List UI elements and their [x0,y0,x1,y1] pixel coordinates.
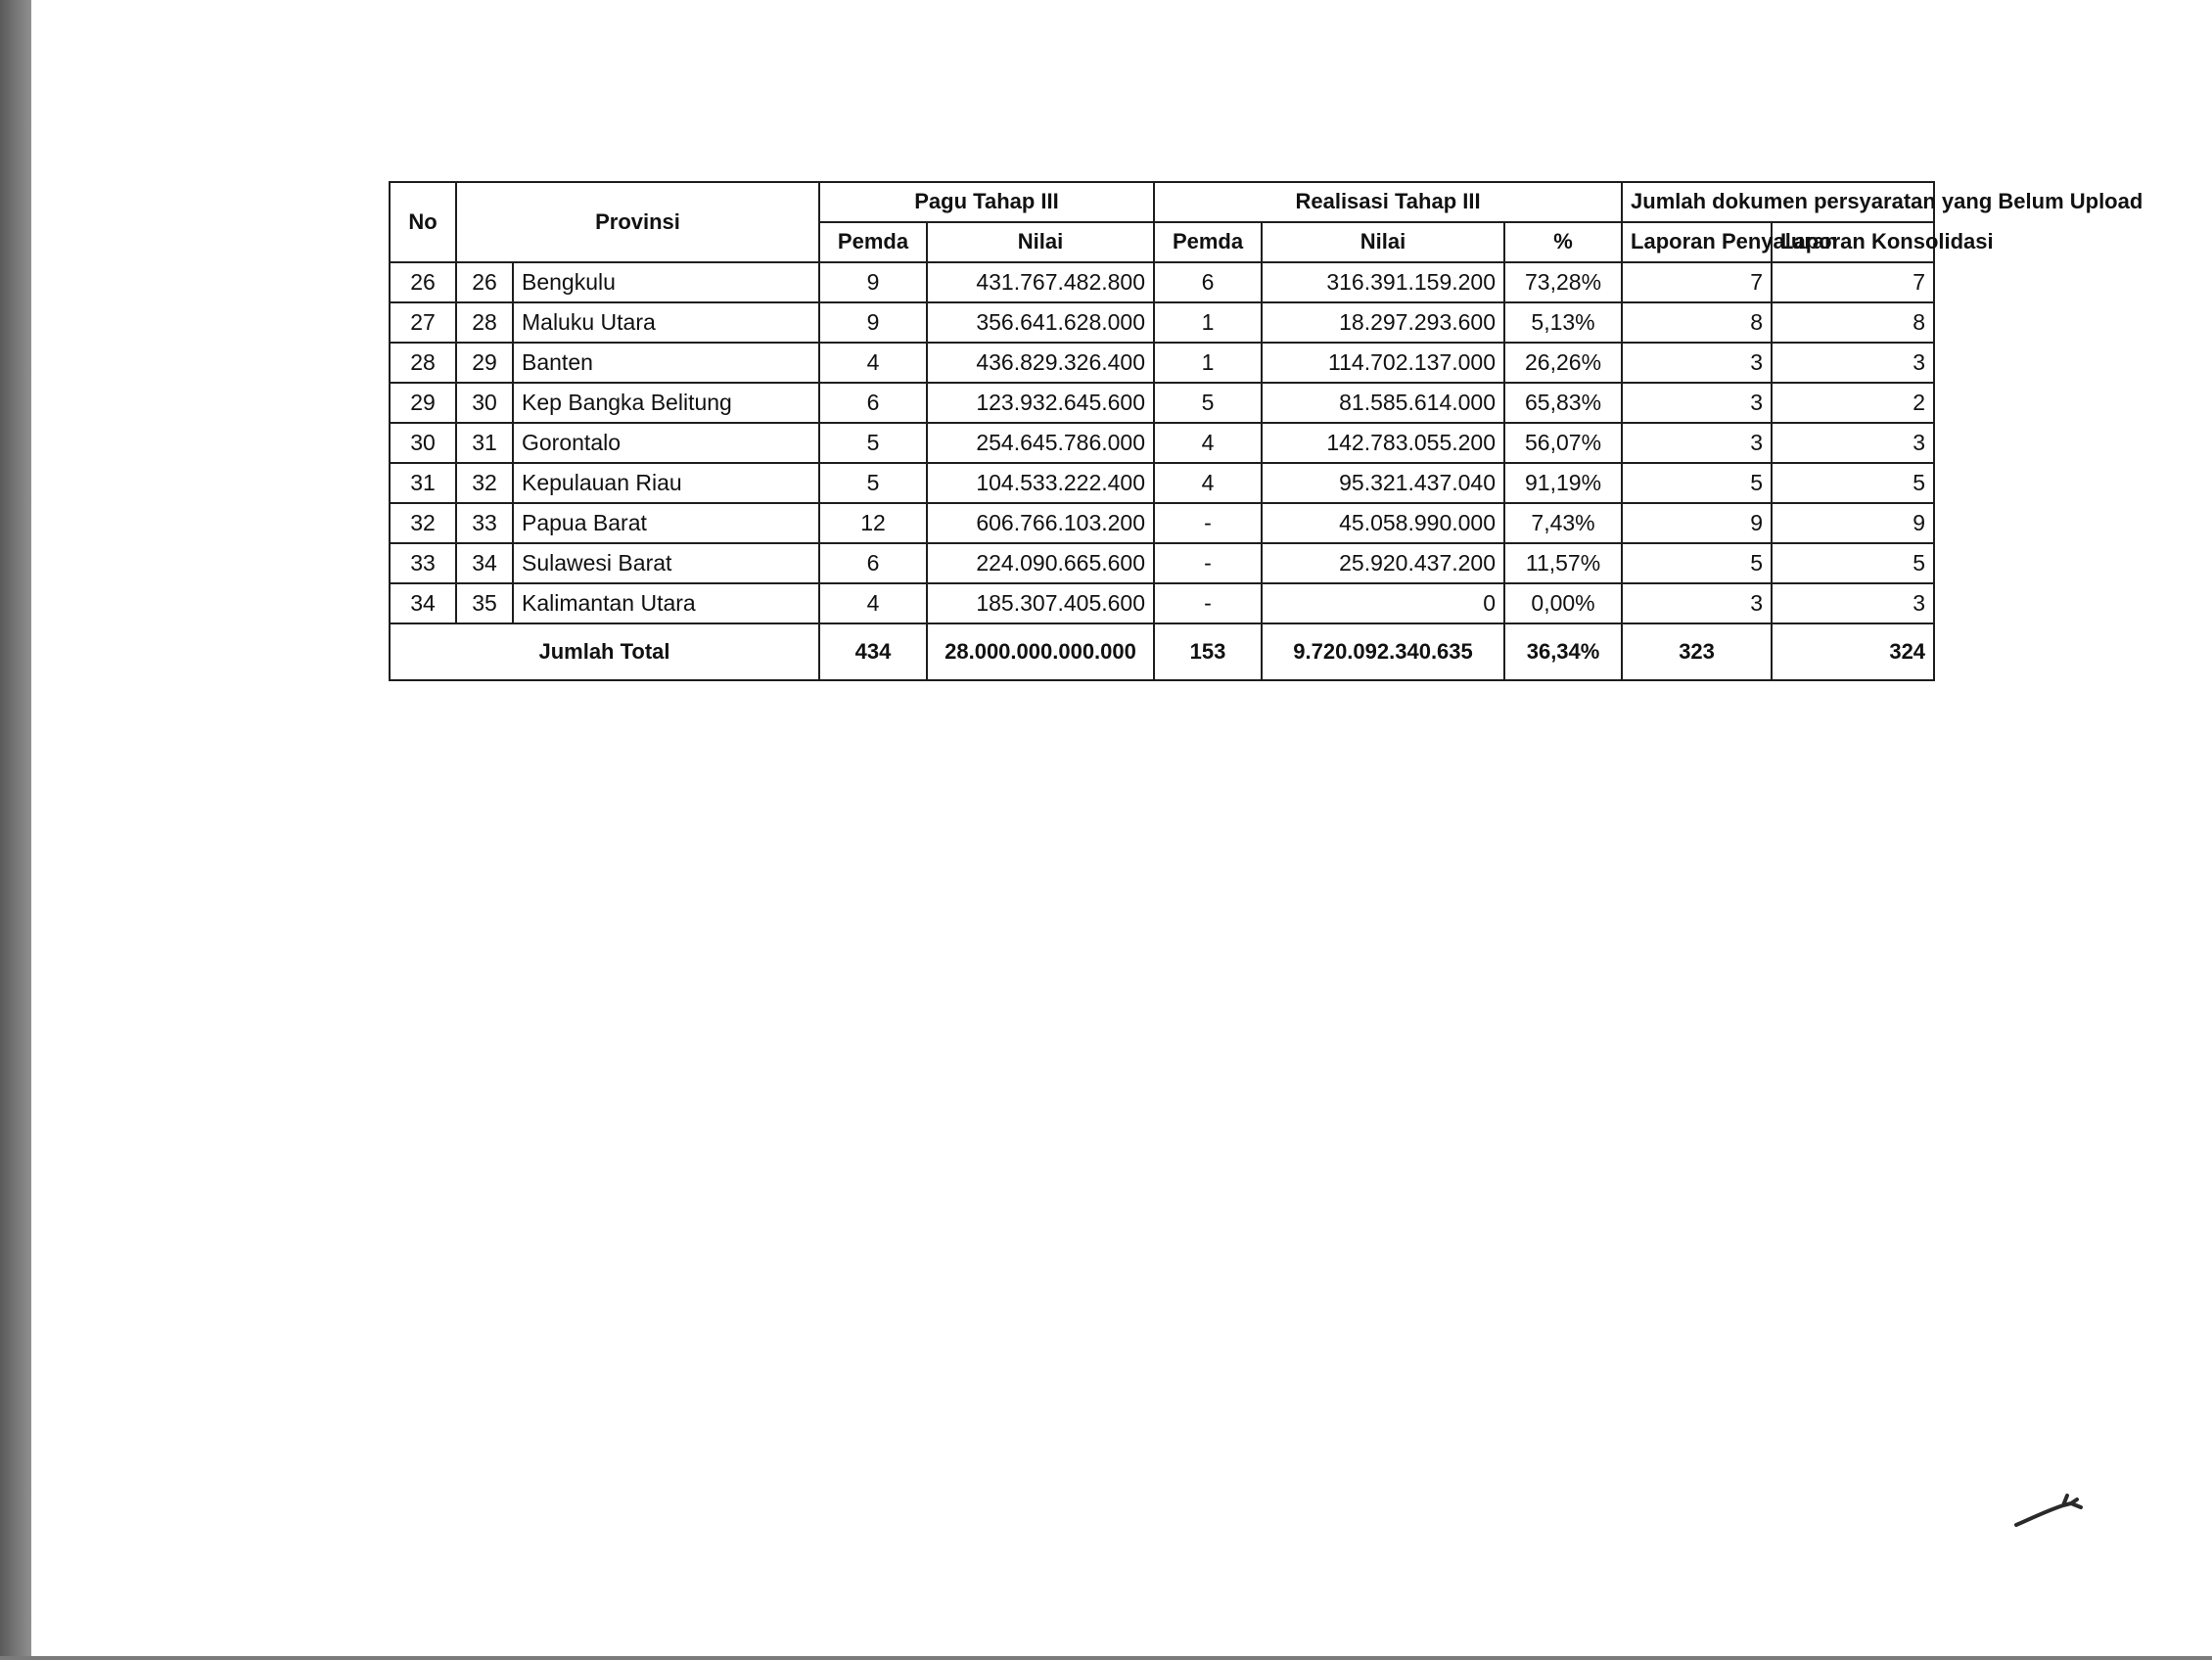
cell-no: 32 [390,503,456,543]
cell-kode: 28 [456,302,513,343]
table-row [390,262,1934,302]
header-provinsi: Provinsi [456,182,819,262]
cell-konsolidasi: 2 [1772,383,1934,423]
cell-provinsi: Bengkulu [513,262,819,302]
scan-edge-left [0,0,31,1660]
table-row [390,423,1934,463]
cell-penyaluran: 3 [1622,343,1772,383]
cell-provinsi: Kep Bangka Belitung [513,383,819,423]
cell-konsolidasi: 3 [1772,423,1934,463]
cell-real-nilai: 18.297.293.600 [1262,302,1504,343]
cell-kode: 33 [456,503,513,543]
pen-mark-icon [2012,1486,2085,1531]
cell-real-nilai: 81.585.614.000 [1262,383,1504,423]
cell-konsolidasi: 8 [1772,302,1934,343]
cell-provinsi: Kepulauan Riau [513,463,819,503]
cell-no: 27 [390,302,456,343]
cell-no: 31 [390,463,456,503]
cell-real-pemda: 1 [1154,343,1262,383]
table-row [390,302,1934,343]
cell-pagu-nilai: 104.533.222.400 [927,463,1154,503]
table-row [390,503,1934,543]
total-realisasi-pemda: 153 [1154,623,1262,680]
cell-pagu-nilai: 356.641.628.000 [927,302,1154,343]
cell-persen: 91,19% [1504,463,1622,503]
header-laporan-penyaluran: Laporan Penyaluran [1622,222,1772,262]
cell-provinsi: Maluku Utara [513,302,819,343]
cell-real-pemda: 4 [1154,463,1262,503]
cell-real-pemda: 1 [1154,302,1262,343]
cell-konsolidasi: 5 [1772,543,1934,583]
cell-pagu-pemda: 4 [819,343,927,383]
cell-pagu-pemda: 9 [819,302,927,343]
total-realisasi-nilai: 9.720.092.340.635 [1262,623,1504,680]
cell-no: 26 [390,262,456,302]
scan-edge-bottom [0,1656,2212,1660]
header-dokumen-group: Jumlah dokumen persyaratan yang Belum Upload [1622,182,1934,222]
cell-pagu-nilai: 436.829.326.400 [927,343,1154,383]
cell-real-pemda: 5 [1154,383,1262,423]
total-penyaluran: 323 [1622,623,1772,680]
cell-penyaluran: 3 [1622,423,1772,463]
table-row [390,463,1934,503]
cell-pagu-nilai: 224.090.665.600 [927,543,1154,583]
header-pagu-nilai: Nilai [927,222,1154,262]
total-row [390,623,1934,680]
cell-real-pemda: - [1154,503,1262,543]
cell-penyaluran: 7 [1622,262,1772,302]
cell-real-pemda: 4 [1154,423,1262,463]
cell-kode: 32 [456,463,513,503]
cell-pagu-pemda: 12 [819,503,927,543]
cell-no: 28 [390,343,456,383]
cell-kode: 26 [456,262,513,302]
cell-provinsi: Sulawesi Barat [513,543,819,583]
table-header [390,182,2143,262]
cell-pagu-nilai: 431.767.482.800 [927,262,1154,302]
header-pagu-group: Pagu Tahap III [819,182,1154,222]
cell-penyaluran: 3 [1622,383,1772,423]
cell-penyaluran: 3 [1622,583,1772,623]
cell-real-nilai: 142.783.055.200 [1262,423,1504,463]
total-label: Jumlah Total [390,623,819,680]
table-container [389,181,2143,681]
cell-pagu-pemda: 5 [819,423,927,463]
total-pagu-nilai: 28.000.000.000.000 [927,623,1154,680]
cell-real-nilai: 25.920.437.200 [1262,543,1504,583]
cell-penyaluran: 5 [1622,543,1772,583]
cell-pagu-pemda: 6 [819,383,927,423]
cell-persen: 0,00% [1504,583,1622,623]
header-realisasi-pemda: Pemda [1154,222,1262,262]
cell-penyaluran: 8 [1622,302,1772,343]
cell-pagu-nilai: 123.932.645.600 [927,383,1154,423]
cell-real-pemda: - [1154,583,1262,623]
header-laporan-konsolidasi: Laporan Konsolidasi [1772,222,1934,262]
cell-penyaluran: 9 [1622,503,1772,543]
cell-real-nilai: 316.391.159.200 [1262,262,1504,302]
table-row [390,543,1934,583]
cell-konsolidasi: 9 [1772,503,1934,543]
table-row [390,343,1934,383]
cell-persen: 56,07% [1504,423,1622,463]
total-persen: 36,34% [1504,623,1622,680]
cell-persen: 65,83% [1504,383,1622,423]
total-pagu-pemda: 434 [819,623,927,680]
header-no: No [390,182,456,262]
cell-pagu-nilai: 185.307.405.600 [927,583,1154,623]
cell-pagu-nilai: 606.766.103.200 [927,503,1154,543]
scanned-page [31,0,2212,1656]
cell-persen: 5,13% [1504,302,1622,343]
table-footer [390,623,1934,680]
cell-kode: 30 [456,383,513,423]
cell-pagu-pemda: 5 [819,463,927,503]
cell-konsolidasi: 5 [1772,463,1934,503]
cell-real-nilai: 114.702.137.000 [1262,343,1504,383]
cell-konsolidasi: 7 [1772,262,1934,302]
header-persen: % [1504,222,1622,262]
cell-no: 29 [390,383,456,423]
cell-pagu-pemda: 9 [819,262,927,302]
cell-provinsi: Papua Barat [513,503,819,543]
realisasi-table [389,181,2143,681]
table-row [390,583,1934,623]
cell-persen: 73,28% [1504,262,1622,302]
header-realisasi-nilai: Nilai [1262,222,1504,262]
cell-no: 33 [390,543,456,583]
total-konsolidasi: 324 [1772,623,1934,680]
cell-persen: 26,26% [1504,343,1622,383]
cell-kode: 29 [456,343,513,383]
header-row-1 [390,182,1934,222]
cell-pagu-pemda: 4 [819,583,927,623]
cell-no: 30 [390,423,456,463]
cell-no: 34 [390,583,456,623]
cell-real-nilai: 45.058.990.000 [1262,503,1504,543]
cell-kode: 31 [456,423,513,463]
cell-persen: 7,43% [1504,503,1622,543]
table-body [390,262,1934,623]
cell-pagu-nilai: 254.645.786.000 [927,423,1154,463]
cell-real-nilai: 95.321.437.040 [1262,463,1504,503]
header-pagu-pemda: Pemda [819,222,927,262]
cell-provinsi: Gorontalo [513,423,819,463]
cell-kode: 35 [456,583,513,623]
cell-konsolidasi: 3 [1772,583,1934,623]
cell-real-pemda: - [1154,543,1262,583]
cell-pagu-pemda: 6 [819,543,927,583]
cell-provinsi: Kalimantan Utara [513,583,819,623]
cell-real-nilai: 0 [1262,583,1504,623]
cell-provinsi: Banten [513,343,819,383]
header-realisasi-group: Realisasi Tahap III [1154,182,1622,222]
cell-real-pemda: 6 [1154,262,1262,302]
cell-penyaluran: 5 [1622,463,1772,503]
cell-persen: 11,57% [1504,543,1622,583]
table-row [390,383,1934,423]
cell-konsolidasi: 3 [1772,343,1934,383]
cell-kode: 34 [456,543,513,583]
